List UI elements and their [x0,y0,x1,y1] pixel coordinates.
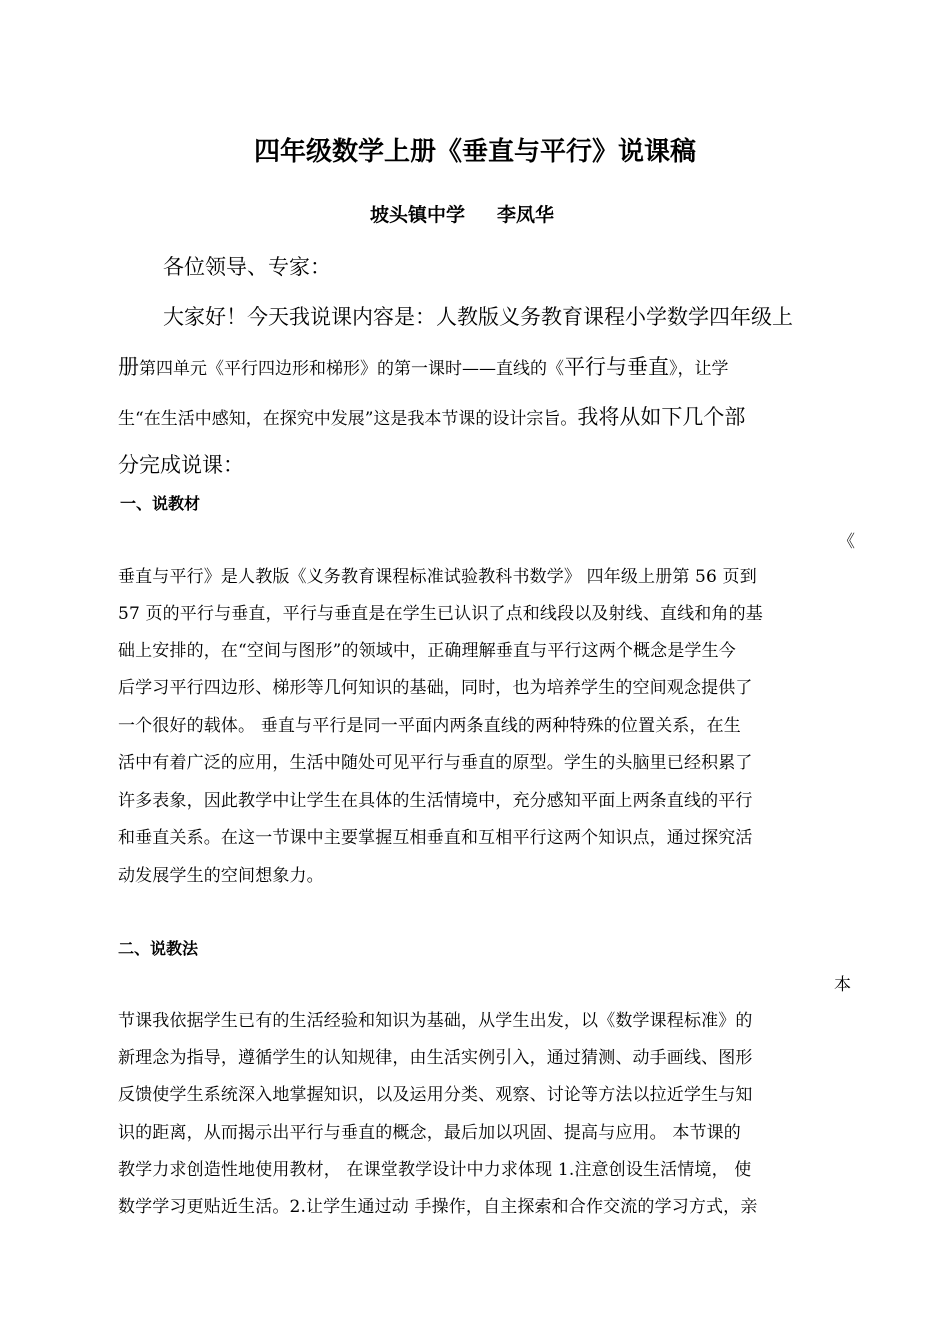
section-1-lead-char: 《 [838,532,855,552]
section-1-line: 础上安排的，在“空间与图形”的领域中，正确理解垂直与平行这两个概念是学生今 [118,641,736,661]
intro-line-2 [118,350,729,384]
section-2-line: 反馈使学生系统深入地掌握知识，以及运用分类、观察、讨论等方法以拉近学生与知 [118,1085,753,1105]
section-1-line: 动发展学生的空间想象力。 [118,866,324,886]
intro-line-2-b: 第四单元《平行四边形和梯形》的第一课时——直线的《 [139,359,564,379]
intro-line-2-d: 》 [669,359,678,379]
author-name: 李凤华 [497,204,555,226]
section-2-heading: 二、说教法 [118,939,199,958]
intro-line-2-c: 平行与垂直 [564,355,669,379]
section-1-heading: 一、说教材 [120,494,201,513]
intro-line-1: 大家好！今天我说课内容是：人教版义务教育课程小学数学四年级上 [163,305,793,329]
section-1-line: 后学习平行四边形、梯形等几何知识的基础，同时，也为培养学生的空间观念提供了 [118,678,753,698]
intro-line-2-e: ，让学 [677,359,729,379]
section-2-line: 教学力求创造性地使用教材， 在课堂教学设计中力求体现 1.注意创设生活情境， 使 [118,1160,752,1180]
greeting: 各位领导、专家： [163,255,331,279]
document-title: 四年级数学上册《垂直与平行》说课稿 [253,137,696,167]
section-2-line: 识的距离，从而揭示出平行与垂直的概念，最后加以巩固、提高与应用。 本节课的 [118,1123,741,1143]
section-2-line: 节课我依据学生已有的生活经验和知识为基础，从学生出发，以《数学课程标准》的 [118,1011,753,1031]
section-2-lead-char: 本 [834,975,851,995]
section-1-line: 活中有着广泛的应用，生活中随处可见平行与垂直的原型。学生的头脑里已经积累了 [118,753,753,773]
section-2-line: 数学学习更贴近生活。2.让学生通过动 手操作，自主探索和合作交流的学习方式，亲 [118,1197,758,1217]
section-1-line: 一个很好的载体。 垂直与平行是同一平面内两条直线的两种特殊的位置关系，在生 [118,716,741,736]
intro-line-4: 分完成说课： [118,453,244,477]
intro-line-3-b: 我将从如下几个部 [577,405,746,429]
author-school: 坡头镇中学 [370,204,466,226]
author-line [370,200,554,230]
intro-line-3-a: 生“在生活中感知，在探究中发展”这是我本节课的设计宗旨。 [118,409,578,429]
intro-line-2-a: 册 [118,355,139,379]
section-1-line: 垂直与平行》是人教版《义务教育课程标准试验教科书数学》 四年级上册第 56 页到 [118,567,757,587]
section-1-line: 许多表象，因此教学中让学生在具体的生活情境中，充分感知平面上两条直线的平行 [118,791,753,811]
section-1-line: 57 页的平行与垂直，平行与垂直是在学生已认识了点和线段以及射线、直线和角的基 [118,604,763,624]
intro-line-3 [118,400,745,434]
section-2-line: 新理念为指导，遵循学生的认知规律，由生活实例引入，通过猜测、动手画线、图形 [118,1048,753,1068]
section-1-line: 和垂直关系。在这一节课中主要掌握互相垂直和互相平行这两个知识点，通过探究活 [118,828,753,848]
